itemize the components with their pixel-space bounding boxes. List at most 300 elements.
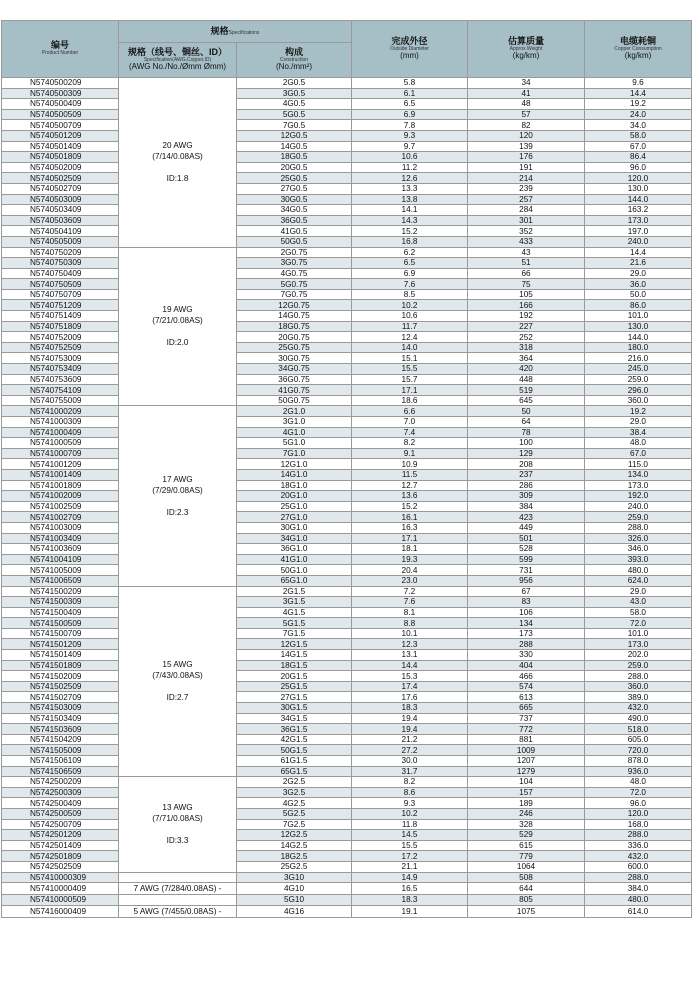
- spec-inner-diameter: ID:1.8: [166, 174, 189, 184]
- table-row: [2, 438, 692, 449]
- approx-weight-cell: 286: [468, 480, 585, 491]
- construction-cell: 14G2.5: [237, 840, 352, 851]
- approx-weight-cell: 214: [468, 173, 585, 184]
- construction-cell: 65G1.5: [237, 766, 352, 777]
- outside-diameter-cell: 8.2: [352, 777, 468, 788]
- copper-consumption-cell: 19.2: [585, 99, 692, 110]
- construction-cell: 41G0.5: [237, 226, 352, 237]
- product-number-cell: N5740502709: [2, 183, 119, 194]
- copper-consumption-cell: 29.0: [585, 417, 692, 428]
- spec-group-cell: [119, 883, 237, 895]
- product-number-cell: N5740502009: [2, 162, 119, 173]
- construction-cell: 25G1.5: [237, 681, 352, 692]
- product-number-cell: N5741001809: [2, 480, 119, 491]
- product-number-cell: N5740753609: [2, 374, 119, 385]
- outside-diameter-cell: 16.3: [352, 522, 468, 533]
- construction-cell: 41G1.0: [237, 554, 352, 565]
- product-number-cell: N5742501409: [2, 840, 119, 851]
- construction-cell: 14G1.0: [237, 469, 352, 480]
- table-row: [2, 78, 692, 89]
- outside-diameter-cell: 16.1: [352, 512, 468, 523]
- table-row: [2, 681, 692, 692]
- copper-consumption-cell: 163.2: [585, 205, 692, 216]
- table-row: [2, 162, 692, 173]
- product-number-cell: N5741000409: [2, 427, 119, 438]
- approx-weight-cell: 246: [468, 808, 585, 819]
- outside-diameter-cell: 14.4: [352, 660, 468, 671]
- approx-weight-cell: 82: [468, 120, 585, 131]
- approx-weight-cell: 57: [468, 109, 585, 120]
- product-number-cell: N5741501809: [2, 660, 119, 671]
- approx-weight-cell: 106: [468, 607, 585, 618]
- approx-weight-cell: 519: [468, 385, 585, 396]
- outside-diameter-cell: 14.0: [352, 342, 468, 353]
- approx-weight-cell: 364: [468, 353, 585, 364]
- construction-cell: 50G1.5: [237, 745, 352, 756]
- spec-strand: (7/14/0.08AS): [152, 152, 203, 162]
- table-row: [2, 268, 692, 279]
- table-row: [2, 777, 692, 788]
- copper-consumption-cell: 288.0: [585, 671, 692, 682]
- outside-diameter-cell: 18.3: [352, 703, 468, 714]
- copper-consumption-cell: 180.0: [585, 342, 692, 353]
- outside-diameter-cell: 19.3: [352, 554, 468, 565]
- copper-consumption-cell: 384.0: [585, 883, 692, 895]
- table-row: [2, 120, 692, 131]
- copper-consumption-cell: 14.4: [585, 247, 692, 258]
- construction-cell: 14G1.5: [237, 650, 352, 661]
- construction-cell: 2G0.5: [237, 78, 352, 89]
- table-row: [2, 905, 692, 917]
- approx-weight-cell: 64: [468, 417, 585, 428]
- spec-spacer: [119, 824, 236, 835]
- copper-consumption-cell: 86.0: [585, 300, 692, 311]
- product-number-cell: N5741503009: [2, 703, 119, 714]
- table-row: [2, 406, 692, 417]
- product-number-cell: N5741004109: [2, 554, 119, 565]
- construction-cell: 5G2.5: [237, 808, 352, 819]
- table-row: [2, 692, 692, 703]
- table-row: [2, 501, 692, 512]
- approx-weight-cell: 613: [468, 692, 585, 703]
- spec-inner-diameter: ID:2.0: [166, 338, 189, 348]
- product-number-cell: N5740500309: [2, 88, 119, 99]
- product-number-cell: N5740503609: [2, 215, 119, 226]
- approx-weight-cell: 252: [468, 332, 585, 343]
- header-approx-weight-cn: 估算质量: [507, 35, 544, 46]
- copper-consumption-cell: 393.0: [585, 554, 692, 565]
- approx-weight-cell: 67: [468, 586, 585, 597]
- outside-diameter-cell: 12.6: [352, 173, 468, 184]
- spec-awg: 17 AWG: [162, 474, 193, 484]
- product-number-cell: N5741000309: [2, 417, 119, 428]
- header-copper-consumption-en: Copper Consumption: [614, 45, 662, 52]
- spec-awg: 5 AWG (7/455/0.08AS) -: [133, 906, 222, 916]
- table-row: [2, 851, 692, 862]
- outside-diameter-cell: 9.3: [352, 130, 468, 141]
- product-number-cell: N5741002009: [2, 491, 119, 502]
- copper-consumption-cell: 86.4: [585, 152, 692, 163]
- copper-consumption-cell: 168.0: [585, 819, 692, 830]
- approx-weight-cell: 41: [468, 88, 585, 99]
- product-number-cell: N5740751809: [2, 321, 119, 332]
- table-row: [2, 385, 692, 396]
- table-row: [2, 226, 692, 237]
- outside-diameter-cell: 16.5: [352, 883, 468, 895]
- construction-cell: 18G2.5: [237, 851, 352, 862]
- outside-diameter-cell: 8.2: [352, 438, 468, 449]
- table-row: [2, 152, 692, 163]
- copper-consumption-cell: 48.0: [585, 438, 692, 449]
- outside-diameter-cell: 19.1: [352, 905, 468, 917]
- table-row: [2, 364, 692, 375]
- product-number-cell: N5741505009: [2, 745, 119, 756]
- product-number-cell: N5740504109: [2, 226, 119, 237]
- copper-consumption-cell: 336.0: [585, 840, 692, 851]
- copper-consumption-cell: 29.0: [585, 586, 692, 597]
- spec-inner-diameter: ID:2.3: [166, 507, 189, 517]
- approx-weight-cell: 352: [468, 226, 585, 237]
- construction-cell: 5G0.5: [237, 109, 352, 120]
- construction-cell: 4G0.5: [237, 99, 352, 110]
- product-number-cell: N5740753009: [2, 353, 119, 364]
- approx-weight-cell: 75: [468, 279, 585, 290]
- table-row: [2, 872, 692, 883]
- construction-cell: 7G1.5: [237, 628, 352, 639]
- outside-diameter-cell: 6.9: [352, 268, 468, 279]
- copper-consumption-cell: 614.0: [585, 905, 692, 917]
- construction-cell: 34G1.5: [237, 713, 352, 724]
- spec-group-cell: [119, 586, 237, 777]
- outside-diameter-cell: 7.6: [352, 597, 468, 608]
- outside-diameter-cell: 21.2: [352, 734, 468, 745]
- outside-diameter-cell: 15.5: [352, 840, 468, 851]
- outside-diameter-cell: 10.2: [352, 808, 468, 819]
- spec-group-cell: [119, 872, 237, 883]
- approx-weight-cell: 466: [468, 671, 585, 682]
- approx-weight-cell: 176: [468, 152, 585, 163]
- table-row: [2, 205, 692, 216]
- table-row: [2, 279, 692, 290]
- construction-cell: 50G1.0: [237, 565, 352, 576]
- approx-weight-cell: 173: [468, 628, 585, 639]
- header-copper-consumption-unit: (kg/km): [624, 51, 652, 61]
- outside-diameter-cell: 19.4: [352, 724, 468, 735]
- outside-diameter-cell: 17.4: [352, 681, 468, 692]
- approx-weight-cell: 66: [468, 268, 585, 279]
- product-number-cell: N5740750709: [2, 289, 119, 300]
- outside-diameter-cell: 6.2: [352, 247, 468, 258]
- table-row: [2, 671, 692, 682]
- product-number-cell: N5741506509: [2, 766, 119, 777]
- approx-weight-cell: 330: [468, 650, 585, 661]
- product-number-cell: N5740755009: [2, 395, 119, 406]
- outside-diameter-cell: 12.3: [352, 639, 468, 650]
- construction-cell: 5G1.0: [237, 438, 352, 449]
- table-row: [2, 321, 692, 332]
- table-row: [2, 533, 692, 544]
- approx-weight-cell: 528: [468, 544, 585, 555]
- outside-diameter-cell: 7.8: [352, 120, 468, 131]
- copper-consumption-cell: 480.0: [585, 565, 692, 576]
- copper-consumption-cell: 48.0: [585, 777, 692, 788]
- copper-consumption-cell: 389.0: [585, 692, 692, 703]
- product-number-cell: N5740500209: [2, 78, 119, 89]
- table-row: [2, 522, 692, 533]
- table-row: [2, 247, 692, 258]
- product-number-cell: N5740501809: [2, 152, 119, 163]
- table-row: [2, 88, 692, 99]
- spec-awg: 13 AWG: [162, 803, 193, 813]
- construction-cell: 18G1.0: [237, 480, 352, 491]
- copper-consumption-cell: 518.0: [585, 724, 692, 735]
- construction-cell: 3G2.5: [237, 787, 352, 798]
- construction-cell: 36G1.0: [237, 544, 352, 555]
- copper-consumption-cell: 173.0: [585, 639, 692, 650]
- approx-weight-cell: 83: [468, 597, 585, 608]
- product-number-cell: N5741500409: [2, 607, 119, 618]
- approx-weight-cell: 257: [468, 194, 585, 205]
- product-number-cell: N5741504209: [2, 734, 119, 745]
- outside-diameter-cell: 9.7: [352, 141, 468, 152]
- construction-cell: 7G2.5: [237, 819, 352, 830]
- construction-cell: 3G1.5: [237, 597, 352, 608]
- outside-diameter-cell: 6.1: [352, 88, 468, 99]
- construction-cell: 34G0.75: [237, 364, 352, 375]
- outside-diameter-cell: 12.4: [352, 332, 468, 343]
- approx-weight-cell: 105: [468, 289, 585, 300]
- header-outside-diameter-unit: (mm): [400, 51, 419, 61]
- copper-consumption-cell: 38.4: [585, 427, 692, 438]
- outside-diameter-cell: 7.0: [352, 417, 468, 428]
- table-row: [2, 787, 692, 798]
- table-row: [2, 607, 692, 618]
- construction-cell: 36G0.5: [237, 215, 352, 226]
- outside-diameter-cell: 15.5: [352, 364, 468, 375]
- outside-diameter-cell: 20.4: [352, 565, 468, 576]
- approx-weight-cell: 881: [468, 734, 585, 745]
- product-number-cell: N5740753409: [2, 364, 119, 375]
- construction-cell: 2G0.75: [237, 247, 352, 258]
- copper-consumption-cell: 21.6: [585, 258, 692, 269]
- construction-cell: 65G1.0: [237, 575, 352, 586]
- copper-consumption-cell: 173.0: [585, 215, 692, 226]
- copper-consumption-cell: 197.0: [585, 226, 692, 237]
- construction-cell: 30G0.5: [237, 194, 352, 205]
- copper-consumption-cell: 58.0: [585, 130, 692, 141]
- copper-consumption-cell: 96.0: [585, 162, 692, 173]
- product-number-cell: N5742500409: [2, 798, 119, 809]
- table-row: [2, 99, 692, 110]
- approx-weight-cell: 192: [468, 311, 585, 322]
- copper-consumption-cell: 101.0: [585, 628, 692, 639]
- copper-consumption-cell: 144.0: [585, 332, 692, 343]
- table-row: [2, 734, 692, 745]
- approx-weight-cell: 404: [468, 660, 585, 671]
- outside-diameter-cell: 6.9: [352, 109, 468, 120]
- copper-consumption-cell: 326.0: [585, 533, 692, 544]
- header-spec-detail-en: Specification(AWG,Copper,ID): [143, 56, 212, 63]
- outside-diameter-cell: 10.6: [352, 311, 468, 322]
- product-number-cell: N5742502509: [2, 861, 119, 872]
- spec-awg: 20 AWG: [162, 141, 193, 151]
- product-number-cell: N5740500409: [2, 99, 119, 110]
- copper-consumption-cell: 432.0: [585, 703, 692, 714]
- product-number-cell: N5742500209: [2, 777, 119, 788]
- table-row: [2, 883, 692, 895]
- copper-consumption-cell: 202.0: [585, 650, 692, 661]
- product-number-cell: N5741002509: [2, 501, 119, 512]
- product-number-cell: N5741003609: [2, 544, 119, 555]
- copper-consumption-cell: 600.0: [585, 861, 692, 872]
- table-row: [2, 141, 692, 152]
- header-approx-weight: [468, 21, 585, 78]
- table-row: [2, 194, 692, 205]
- approx-weight-cell: 1009: [468, 745, 585, 756]
- copper-consumption-cell: 43.0: [585, 597, 692, 608]
- approx-weight-cell: 665: [468, 703, 585, 714]
- table-row: [2, 808, 692, 819]
- approx-weight-cell: 191: [468, 162, 585, 173]
- approx-weight-cell: 508: [468, 872, 585, 883]
- construction-cell: 36G1.5: [237, 724, 352, 735]
- table-row: [2, 724, 692, 735]
- table-row: [2, 830, 692, 841]
- outside-diameter-cell: 31.7: [352, 766, 468, 777]
- copper-consumption-cell: 192.0: [585, 491, 692, 502]
- copper-consumption-cell: 288.0: [585, 830, 692, 841]
- table-header: [2, 21, 692, 78]
- table-row: [2, 713, 692, 724]
- approx-weight-cell: 772: [468, 724, 585, 735]
- approx-weight-cell: 139: [468, 141, 585, 152]
- construction-cell: 4G16: [237, 905, 352, 917]
- construction-cell: 12G0.75: [237, 300, 352, 311]
- outside-diameter-cell: 9.3: [352, 798, 468, 809]
- construction-cell: 3G10: [237, 872, 352, 883]
- spec-strand: (7/43/0.08AS): [152, 671, 203, 681]
- outside-diameter-cell: 14.3: [352, 215, 468, 226]
- construction-cell: 18G0.5: [237, 152, 352, 163]
- spec-inner-diameter: ID:2.7: [166, 693, 189, 703]
- copper-consumption-cell: 130.0: [585, 183, 692, 194]
- outside-diameter-cell: 11.7: [352, 321, 468, 332]
- header-product-number: [2, 21, 119, 78]
- construction-cell: 12G1.5: [237, 639, 352, 650]
- product-number-cell: N5740501209: [2, 130, 119, 141]
- spec-group-cell: [119, 777, 237, 872]
- product-number-cell: N5741506109: [2, 756, 119, 767]
- spec-group-cell: [119, 247, 237, 406]
- copper-consumption-cell: 240.0: [585, 501, 692, 512]
- copper-consumption-cell: 34.0: [585, 120, 692, 131]
- approx-weight-cell: 644: [468, 883, 585, 895]
- outside-diameter-cell: 18.3: [352, 895, 468, 906]
- table-row: [2, 374, 692, 385]
- approx-weight-cell: 501: [468, 533, 585, 544]
- product-number-cell: N5740502509: [2, 173, 119, 184]
- spec-group-cell: [119, 895, 237, 906]
- approx-weight-cell: 227: [468, 321, 585, 332]
- product-number-cell: N5740750209: [2, 247, 119, 258]
- table-row: [2, 332, 692, 343]
- table-row: [2, 512, 692, 523]
- copper-consumption-cell: 96.0: [585, 798, 692, 809]
- spec-group-cell: [119, 406, 237, 586]
- copper-consumption-cell: 720.0: [585, 745, 692, 756]
- outside-diameter-cell: 10.6: [352, 152, 468, 163]
- construction-cell: 42G1.5: [237, 734, 352, 745]
- construction-cell: 34G1.0: [237, 533, 352, 544]
- header-spec-detail: [119, 43, 237, 78]
- approx-weight-cell: 78: [468, 427, 585, 438]
- header-approx-weight-en: Approx.Weight: [509, 45, 543, 52]
- approx-weight-cell: 43: [468, 247, 585, 258]
- table-row: [2, 427, 692, 438]
- copper-consumption-cell: 72.0: [585, 787, 692, 798]
- table-body: [2, 78, 692, 918]
- copper-consumption-cell: 259.0: [585, 374, 692, 385]
- approx-weight-cell: 448: [468, 374, 585, 385]
- copper-consumption-cell: 144.0: [585, 194, 692, 205]
- outside-diameter-cell: 7.2: [352, 586, 468, 597]
- construction-cell: 18G0.75: [237, 321, 352, 332]
- copper-consumption-cell: 288.0: [585, 872, 692, 883]
- outside-diameter-cell: 8.6: [352, 787, 468, 798]
- product-number-cell: N5740750409: [2, 268, 119, 279]
- table-row: [2, 173, 692, 184]
- outside-diameter-cell: 6.5: [352, 258, 468, 269]
- outside-diameter-cell: 13.8: [352, 194, 468, 205]
- construction-cell: 27G0.5: [237, 183, 352, 194]
- spec-inner-diameter: ID:3.3: [166, 836, 189, 846]
- outside-diameter-cell: 15.3: [352, 671, 468, 682]
- specification-table: [1, 20, 692, 918]
- outside-diameter-cell: 14.9: [352, 872, 468, 883]
- outside-diameter-cell: 10.2: [352, 300, 468, 311]
- product-number-cell: N5741000209: [2, 406, 119, 417]
- table-row: [2, 215, 692, 226]
- construction-cell: 36G0.75: [237, 374, 352, 385]
- approx-weight-cell: 423: [468, 512, 585, 523]
- product-number-cell: N5740752009: [2, 332, 119, 343]
- header-product-number-en: Product Number: [41, 50, 79, 57]
- copper-consumption-cell: 14.4: [585, 88, 692, 99]
- product-number-cell: N57416000409: [2, 905, 119, 917]
- spec-group-cell: [119, 905, 237, 917]
- table-row: [2, 650, 692, 661]
- approx-weight-cell: 309: [468, 491, 585, 502]
- copper-consumption-cell: 29.0: [585, 268, 692, 279]
- outside-diameter-cell: 17.6: [352, 692, 468, 703]
- outside-diameter-cell: 8.1: [352, 607, 468, 618]
- table-row: [2, 491, 692, 502]
- approx-weight-cell: 166: [468, 300, 585, 311]
- copper-consumption-cell: 360.0: [585, 681, 692, 692]
- construction-cell: 41G0.75: [237, 385, 352, 396]
- spec-spacer: [119, 681, 236, 692]
- table-row: [2, 660, 692, 671]
- construction-cell: 30G1.0: [237, 522, 352, 533]
- product-number-cell: N5740754109: [2, 385, 119, 396]
- product-number-cell: N5741000509: [2, 438, 119, 449]
- product-number-cell: N5740503409: [2, 205, 119, 216]
- header-construction: [237, 43, 352, 78]
- outside-diameter-cell: 7.4: [352, 427, 468, 438]
- outside-diameter-cell: 8.5: [352, 289, 468, 300]
- construction-cell: 61G1.5: [237, 756, 352, 767]
- outside-diameter-cell: 17.1: [352, 533, 468, 544]
